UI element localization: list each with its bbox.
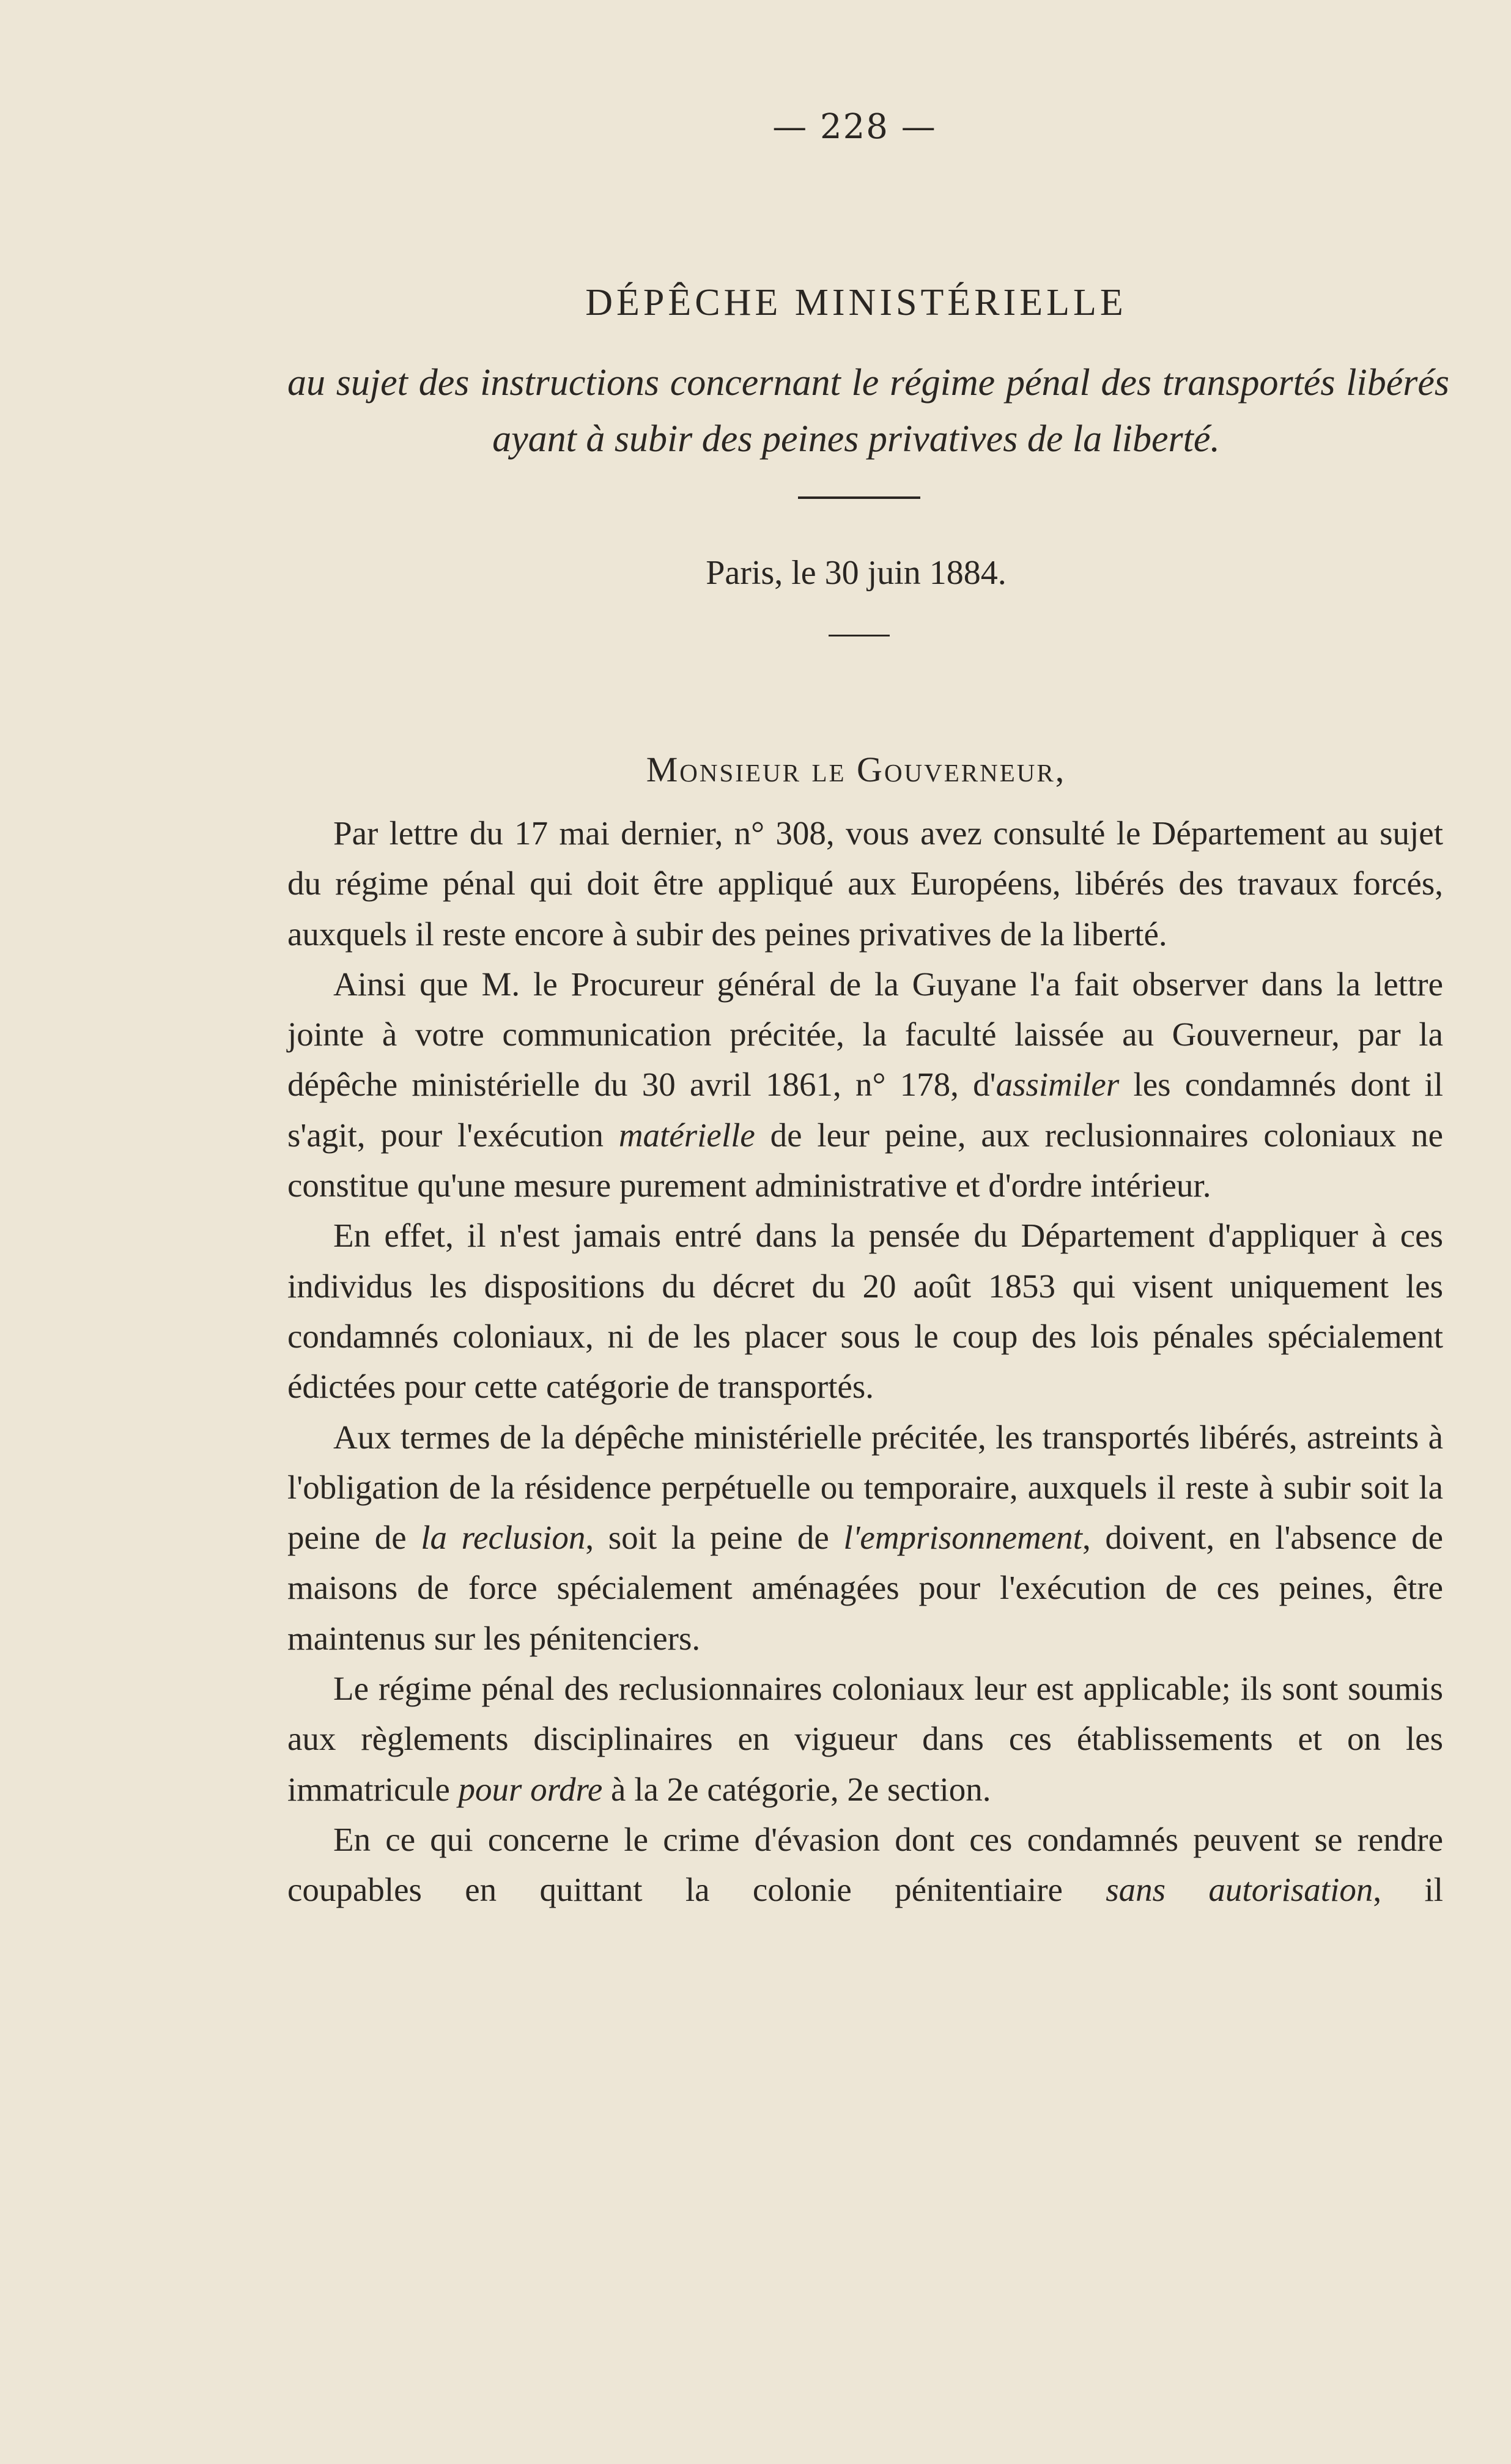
paragraph-6-text-a: En ce qui concerne le crime d'évasion dont ces condamnés peuvent se rendre coupables en quittant la colonie pénitentiaire xyxy=(287,1820,1443,1909)
paragraph-2-emphasis-2: matérielle xyxy=(618,1116,755,1154)
paragraph-4-emphasis-2: l'emprisonnement xyxy=(843,1519,1082,1557)
dateline: Paris, le 30 juin 1884. xyxy=(706,554,1007,592)
date-divider xyxy=(829,635,890,636)
paragraph-4 xyxy=(287,1412,1443,1664)
paragraph-5-text-b: à la 2e catégorie, 2e section. xyxy=(602,1770,991,1808)
paragraph-4-text-c: , doivent, en l'absence de maisons de force spécialement aménagées pour l'exécution de ces peines, être maintenus sur les pénitenciers. xyxy=(287,1519,1443,1657)
title-divider xyxy=(798,496,920,499)
subtitle-line-2: ayant à subir des peines privatives de la liberté. xyxy=(492,418,1220,460)
subtitle-line-1: au sujet des instructions concernant le régime pénal des transportés libérés xyxy=(287,362,1449,404)
paragraph-5 xyxy=(287,1664,1443,1815)
paragraph-5-emphasis-1: pour ordre xyxy=(458,1770,603,1808)
paragraph-5-text-a: Le régime pénal des reclusionnaires coloniaux leur est applicable; ils sont soumis aux règlements disciplinaires en vigueur dans ces établissements et on les immatricule xyxy=(287,1670,1443,1808)
paragraph-4-text-b: , soit la peine de xyxy=(585,1519,844,1557)
paragraph-6-text-b: , il xyxy=(1373,1871,1443,1909)
paragraph-2-text-b: les condamnés dont il s'agit, pour l'exécution xyxy=(287,1066,1444,1154)
letter-body xyxy=(287,808,1443,1916)
paragraph-4-text-a: Aux termes de la dépêche ministérielle précitée, les transportés libérés, astreints à l'obligation de la résidence perpétuelle ou temporaire, auxquels il reste à subir soit la peine de xyxy=(287,1418,1443,1557)
paragraph-2-emphasis-1: assimiler xyxy=(996,1066,1120,1104)
paragraph-2-text-c: de leur peine, aux reclusionnaires coloniaux ne constitue qu'une mesure purement administrative et d'ordre intérieur. xyxy=(287,1116,1443,1204)
paragraph-2 xyxy=(287,959,1443,1211)
paragraph-3: En effet, il n'est jamais entré dans la pensée du Département d'appliquer à ces individus les dispositions du décret du 20 août 1853 qui visent uniquement les condamnés coloniaux, ni de les placer sous le coup des lois pénales spécialement édictées pour cette catégorie de transportés. xyxy=(287,1217,1443,1406)
page-number: — 228 — xyxy=(772,107,937,147)
paragraph-6 xyxy=(287,1815,1443,1916)
paragraph-4-emphasis-1: la reclusion xyxy=(421,1519,586,1557)
paragraph-6-emphasis-1: sans autorisation xyxy=(1106,1871,1373,1909)
document-title: DÉPÊCHE MINISTÉRIELLE xyxy=(585,282,1127,323)
salutation: Monsieur le Gouverneur, xyxy=(646,750,1066,789)
paragraph-2-text-a: Ainsi que M. le Procureur général de la Guyane l'a fait observer dans la lettre jointe à votre communication précitée, la faculté laissée au Gouverneur, par la dépêche ministérielle du 30 avril 1861, n° 178, d' xyxy=(287,965,1443,1104)
paragraph-1: Par lettre du 17 mai dernier, n° 308, vous avez consulté le Département au sujet du régime pénal qui doit être appliqué aux Européens, libérés des travaux forcés, auxquels il reste encore à subir des peines privatives de la liberté. xyxy=(287,814,1443,953)
